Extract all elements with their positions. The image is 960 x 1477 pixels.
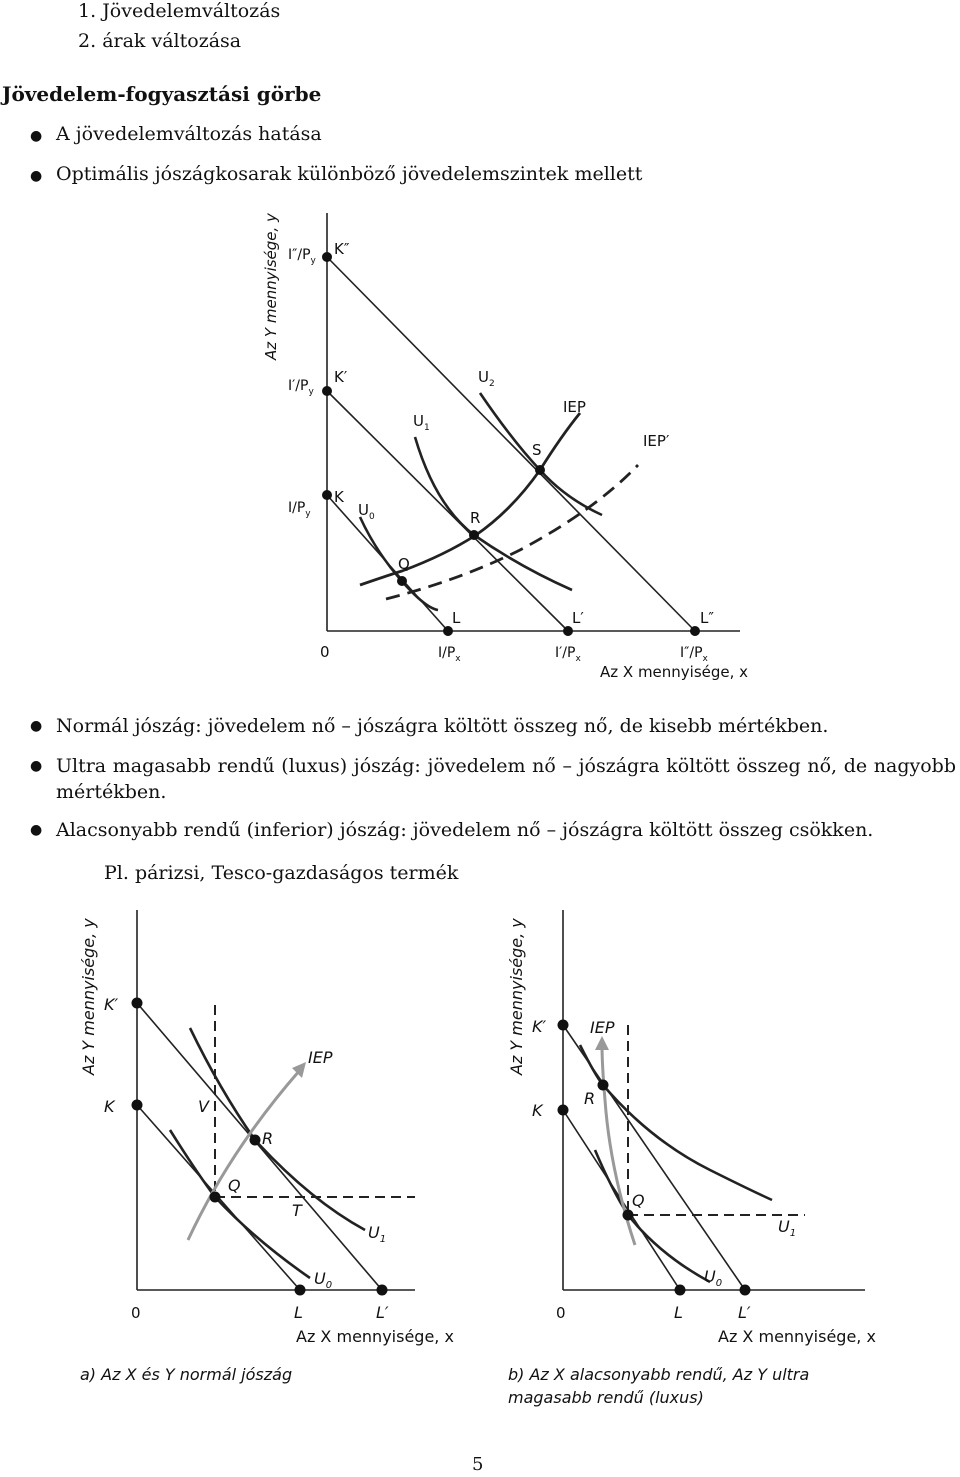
label-iep: IEP [308, 1048, 333, 1067]
indifference-curve-u1 [415, 437, 572, 590]
label-v: V [198, 1097, 209, 1116]
label-u0: $U_0$ [704, 1267, 723, 1289]
bullet-icon: ● [30, 758, 43, 774]
iep-curve [188, 1070, 300, 1240]
point-q [397, 576, 407, 586]
numbered-item-1 [78, 0, 280, 22]
origin-label: 0 [320, 643, 330, 661]
origin-label: 0 [131, 1304, 141, 1322]
point-k1 [132, 998, 143, 1009]
point-l [443, 626, 453, 636]
arrow-head-icon [595, 1036, 609, 1050]
intercept-x-1: $I'/P_x$ [555, 645, 581, 664]
point-k2 [322, 252, 332, 262]
label-u1: $U_1$ [413, 412, 430, 433]
label-l1: L′ [376, 1303, 389, 1322]
label-k1: K′ [104, 995, 119, 1014]
x-axis-label: Az X mennyisége, x [718, 1327, 876, 1346]
point-k1 [322, 386, 332, 396]
point-k [558, 1105, 569, 1116]
bullet-text: A jövedelemváltozás hatása [56, 123, 322, 145]
label-r: R [262, 1129, 274, 1148]
intercept-y-0: $I/P_y$ [288, 500, 311, 519]
figure-b-inferior-luxury [500, 900, 880, 1410]
label-l: L [452, 609, 461, 627]
label-s: S [532, 441, 542, 459]
y-axis-label: Az Y mennyisége, y [79, 918, 98, 1075]
bullet-item [30, 163, 642, 189]
y-axis-label: Az Y mennyisége, y [262, 213, 280, 360]
bullet-icon: ● [30, 168, 43, 184]
label-l: L [674, 1303, 683, 1322]
bullet-item [30, 817, 950, 843]
point-k [132, 1100, 143, 1111]
point-k1 [558, 1020, 569, 1031]
y-axis-label: Az Y mennyisége, y [507, 918, 526, 1075]
point-r [250, 1135, 261, 1146]
point-l [675, 1285, 686, 1296]
label-l2: L″ [700, 609, 714, 627]
label-l1: L′ [572, 609, 584, 627]
bullet-icon: ● [30, 822, 43, 838]
example-line: Pl. párizsi, Tesco-gazdaságos termék [104, 862, 459, 884]
point-k [322, 490, 332, 500]
label-q: Q [398, 555, 410, 573]
list-text: Jövedelemváltozás [102, 0, 281, 22]
bullet-text: Alacsonyabb rendű (inferior) jószág: jövedelem nő – jószágra költött összeg csökken. [56, 819, 874, 841]
indifference-curve-u1 [580, 1045, 772, 1200]
label-u1: $U_1$ [368, 1223, 387, 1245]
figure-b-caption-line1: b) Az X alacsonyabb rendű, Az Y ultra [508, 1365, 810, 1384]
label-k: K [334, 488, 344, 506]
list-text: árak változása [102, 30, 242, 52]
intercept-x-2: $I''/P_x$ [680, 645, 708, 664]
label-l1: L′ [738, 1303, 751, 1322]
iep-prime-curve [386, 465, 638, 599]
label-k2: K″ [334, 240, 350, 258]
label-r: R [470, 509, 481, 527]
point-l1 [377, 1285, 388, 1296]
iep-curve [360, 413, 580, 585]
label-iep: IEP [590, 1018, 615, 1037]
figure-a-caption: a) Az X és Y normál jószág [80, 1365, 293, 1384]
label-u0: $U_0$ [358, 501, 375, 522]
point-q [623, 1210, 634, 1221]
list-number: 2. [78, 30, 97, 52]
x-axis-label: Az X mennyisége, x [296, 1327, 454, 1346]
point-r [598, 1080, 609, 1091]
numbered-item-2 [78, 30, 241, 52]
label-t: T [292, 1201, 302, 1220]
intercept-y-2: $I''/P_y$ [288, 247, 316, 266]
point-l1 [740, 1285, 751, 1296]
origin-label: 0 [556, 1304, 566, 1322]
point-l2 [690, 626, 700, 636]
bullet-text: Optimális jószágkosarak különböző jövedelemszintek mellett [56, 163, 643, 185]
point-l [295, 1285, 306, 1296]
figure-a-normal-goods [70, 900, 454, 1400]
list-number: 1. [78, 0, 97, 22]
label-q: Q [228, 1176, 241, 1195]
x-axis-label: Az X mennyisége, x [600, 663, 749, 681]
label-k1: K′ [334, 368, 348, 386]
bullet-item [30, 753, 956, 805]
label-u1: $U_1$ [778, 1217, 797, 1239]
bullet-icon: ● [30, 718, 43, 734]
bullet-item [30, 713, 950, 739]
point-r [469, 530, 479, 540]
point-q [210, 1192, 221, 1203]
bullet-icon: ● [30, 128, 43, 144]
intercept-y-1: $I'/P_y$ [288, 378, 314, 397]
indifference-curve-u0 [170, 1130, 310, 1278]
bullet-text: Normál jószág: jövedelem nő – jószágra költött összeg nő, de kisebb mértékben. [56, 715, 829, 737]
point-l1 [563, 626, 573, 636]
point-s [535, 465, 545, 475]
label-k: K [104, 1097, 115, 1116]
label-k1: K′ [532, 1017, 547, 1036]
label-r: R [584, 1089, 596, 1108]
intercept-x-0: $I/P_x$ [438, 645, 461, 664]
section-title: Jövedelem-fogyasztási görbe [2, 82, 322, 106]
label-iep-prime: IEP′ [643, 432, 670, 450]
label-k: K [532, 1101, 543, 1120]
label-u0: $U_0$ [314, 1269, 333, 1291]
figure-b-caption-line2: magasabb rendű (luxus) [508, 1388, 704, 1407]
bullet-text: Ultra magasabb rendű (luxus) jószág: jövedelem nő – jószágra költött összeg nő, de nagyobb mértékben. [56, 755, 956, 803]
label-u2: $U_2$ [478, 368, 495, 389]
label-iep: IEP [563, 398, 586, 416]
bullet-item [30, 123, 322, 149]
label-q: Q [632, 1191, 645, 1210]
label-l: L [294, 1303, 303, 1322]
income-consumption-figure [250, 205, 770, 695]
page-number: 5 [472, 1454, 484, 1475]
